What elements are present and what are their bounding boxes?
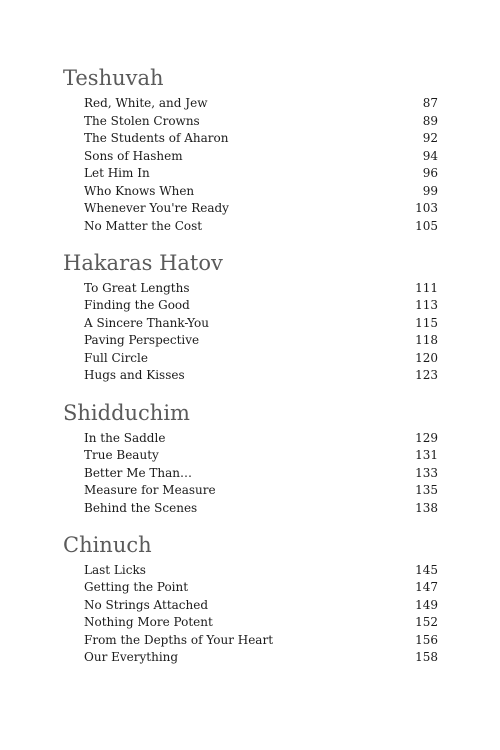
toc-entry-page: 131 bbox=[415, 448, 438, 462]
toc-entry[interactable] bbox=[84, 367, 438, 384]
toc-entry[interactable] bbox=[84, 632, 438, 649]
toc-entry-page: 103 bbox=[415, 201, 438, 215]
toc-entry-page: 99 bbox=[422, 184, 438, 198]
toc-entry-title: Sons of Hashem bbox=[84, 149, 183, 163]
toc-entry-title: In the Saddle bbox=[84, 431, 166, 445]
toc-entry-page: 94 bbox=[422, 149, 438, 163]
toc-entry-title: Finding the Good bbox=[84, 298, 190, 312]
toc-entry-title: True Beauty bbox=[84, 448, 159, 462]
toc-entry-title: No Strings Attached bbox=[84, 598, 209, 612]
toc-entry-page: 147 bbox=[415, 580, 438, 594]
toc-entry-title: Whenever You're Ready bbox=[84, 201, 229, 215]
toc-entry-title: Getting the Point bbox=[84, 580, 189, 594]
toc-entry-title: Hugs and Kisses bbox=[84, 368, 185, 382]
toc-entry-title: From the Depths of Your Heart bbox=[84, 633, 274, 647]
toc-entry[interactable] bbox=[84, 148, 438, 165]
section-heading-shidduchim: Shidduchim bbox=[63, 401, 190, 425]
toc-entry[interactable] bbox=[84, 500, 438, 517]
toc-entry-page: 118 bbox=[415, 333, 438, 347]
toc-entry-page: 111 bbox=[415, 281, 438, 295]
toc-entry-page: 129 bbox=[415, 431, 438, 445]
toc-entry-title: Measure for Measure bbox=[84, 483, 216, 497]
toc-entry-page: 120 bbox=[415, 351, 438, 365]
toc-entry-page: 158 bbox=[415, 650, 438, 664]
toc-entry[interactable] bbox=[84, 332, 438, 349]
toc-entry-page: 92 bbox=[422, 131, 438, 145]
toc-entry-title: Let Him In bbox=[84, 166, 150, 180]
toc-entry-title: Behind the Scenes bbox=[84, 501, 198, 515]
section-heading-teshuvah: Teshuvah bbox=[63, 66, 164, 90]
toc-entry-page: 138 bbox=[415, 501, 438, 515]
toc-entry[interactable] bbox=[84, 95, 438, 112]
toc-entry-page: 133 bbox=[415, 466, 438, 480]
toc-entry[interactable] bbox=[84, 130, 438, 147]
toc-entry-title: Paving Perspective bbox=[84, 333, 200, 347]
toc-entry[interactable] bbox=[84, 465, 438, 482]
toc-entry-page: 89 bbox=[422, 114, 438, 128]
toc-entry[interactable] bbox=[84, 482, 438, 499]
toc-entry[interactable] bbox=[84, 218, 438, 235]
toc-entry-title: A Sincere Thank-You bbox=[84, 316, 209, 330]
toc-entry-title: Nothing More Potent bbox=[84, 615, 213, 629]
toc-entry-title: The Students of Aharon bbox=[84, 131, 229, 145]
toc-entry[interactable] bbox=[84, 649, 438, 666]
toc-entry-title: Full Circle bbox=[84, 351, 148, 365]
toc-entry-page: 145 bbox=[415, 563, 438, 577]
toc-entry-page: 87 bbox=[422, 96, 438, 110]
toc-entry[interactable] bbox=[84, 280, 438, 297]
toc-entry-page: 149 bbox=[415, 598, 438, 612]
toc-entry-page: 152 bbox=[415, 615, 438, 629]
toc-entry[interactable] bbox=[84, 579, 438, 596]
toc-entry[interactable] bbox=[84, 315, 438, 332]
toc-entry[interactable] bbox=[84, 430, 438, 447]
toc-entry-page: 96 bbox=[422, 166, 438, 180]
toc-entry-title: No Matter the Cost bbox=[84, 219, 203, 233]
toc-entry-title: Better Me Than… bbox=[84, 466, 193, 480]
toc-entry-page: 156 bbox=[415, 633, 438, 647]
toc-entry[interactable] bbox=[84, 597, 438, 614]
toc-entry-title: Who Knows When bbox=[84, 184, 195, 198]
section-heading-chinuch: Chinuch bbox=[63, 533, 152, 557]
toc-entry-page: 123 bbox=[415, 368, 438, 382]
toc-entry[interactable] bbox=[84, 447, 438, 464]
toc-entry-title: The Stolen Crowns bbox=[84, 114, 200, 128]
toc-entry[interactable] bbox=[84, 297, 438, 314]
toc-entry[interactable] bbox=[84, 183, 438, 200]
toc-entry[interactable] bbox=[84, 165, 438, 182]
toc-entry-title: Last Licks bbox=[84, 563, 146, 577]
toc-entry-page: 113 bbox=[415, 298, 438, 312]
toc-entry[interactable] bbox=[84, 614, 438, 631]
toc-entry-title: Red, White, and Jew bbox=[84, 96, 208, 110]
toc-entry[interactable] bbox=[84, 562, 438, 579]
toc-entry[interactable] bbox=[84, 200, 438, 217]
section-heading-hakaras-hatov: Hakaras Hatov bbox=[63, 251, 223, 275]
toc-entry-title: To Great Lengths bbox=[84, 281, 190, 295]
toc-entry-page: 135 bbox=[415, 483, 438, 497]
toc-entry[interactable] bbox=[84, 113, 438, 130]
toc-entry-page: 105 bbox=[415, 219, 438, 233]
toc-entry-page: 115 bbox=[415, 316, 438, 330]
toc-entry[interactable] bbox=[84, 350, 438, 367]
toc-entry-title: Our Everything bbox=[84, 650, 179, 664]
